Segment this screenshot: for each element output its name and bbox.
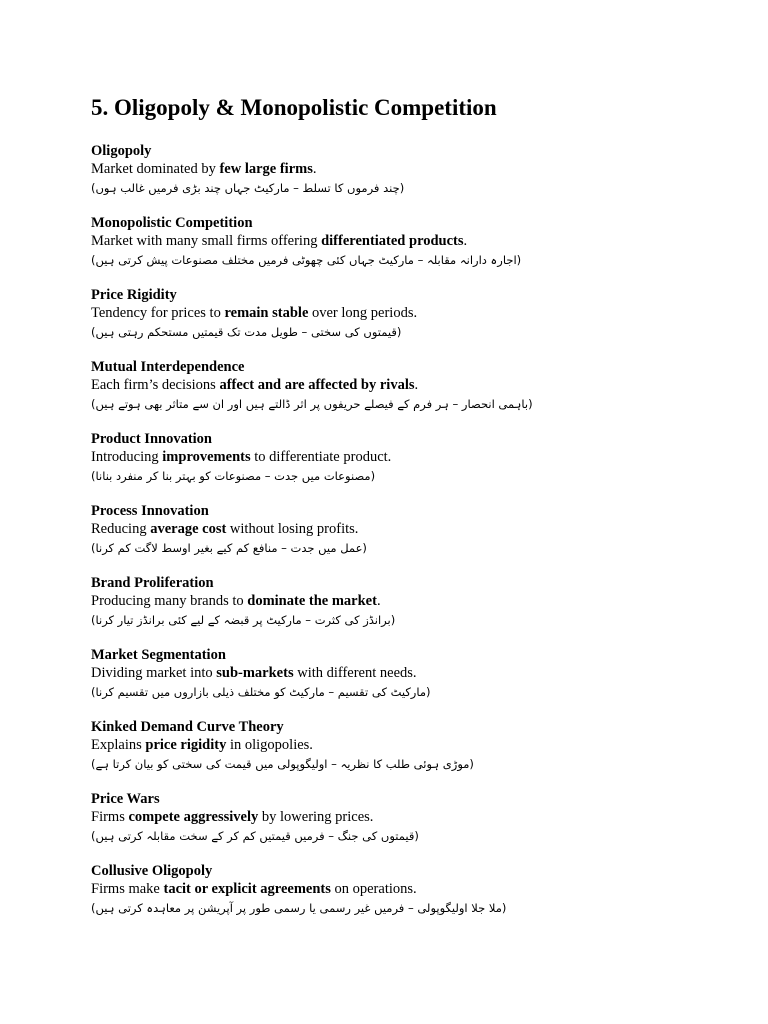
entry-definition xyxy=(91,304,731,322)
definition-text-end: with different needs. xyxy=(293,665,417,681)
entry-definition xyxy=(91,232,731,250)
definition-text-end: on operations. xyxy=(330,881,417,897)
glossary-entry xyxy=(91,574,731,630)
entry-definition xyxy=(91,160,731,178)
entry-spacer xyxy=(91,558,731,574)
urdu-translation: (عمل میں جدت – منافع کم کیے بغیر اوسط لاگت کم کرنا) xyxy=(91,541,367,555)
definition-emphasis: average cost xyxy=(150,521,227,537)
definition-text: Explains xyxy=(91,737,146,753)
glossary-entry xyxy=(91,142,731,198)
urdu-translation: (مارکیٹ کی تقسیم – مارکیٹ کو مختلف ذیلی بازاروں میں تقسیم کرنا) xyxy=(91,685,431,699)
entry-spacer xyxy=(91,702,731,718)
page-title: 5. Oligopoly & Monopolistic Competition xyxy=(91,95,497,120)
entry-definition xyxy=(91,448,731,466)
glossary-entry xyxy=(91,502,731,558)
definition-text-end: . xyxy=(312,161,317,177)
definition-emphasis: sub-markets xyxy=(216,665,294,681)
definition-text: Market dominated by xyxy=(91,161,220,177)
definition-text-end: . xyxy=(463,233,468,249)
entry-spacer xyxy=(91,342,731,358)
entry-term: Process Innovation xyxy=(91,503,209,519)
entry-spacer xyxy=(91,846,731,862)
glossary-entry xyxy=(91,646,731,702)
entry-term: Kinked Demand Curve Theory xyxy=(91,719,284,735)
definition-emphasis: improvements xyxy=(162,449,251,465)
definition-emphasis: few large firms xyxy=(219,161,313,177)
entry-spacer xyxy=(91,630,731,646)
entry-definition xyxy=(91,880,731,898)
glossary-entry xyxy=(91,862,731,918)
definition-text-end: in oligopolies. xyxy=(226,737,313,753)
definition-text-end: by lowering prices. xyxy=(258,809,374,825)
definition-text-end: . xyxy=(414,377,419,393)
definition-text: Tendency for prices to xyxy=(91,305,225,321)
definition-emphasis: price rigidity xyxy=(145,737,227,753)
definition-text-end: . xyxy=(376,593,381,609)
entry-term: Market Segmentation xyxy=(91,647,226,663)
definition-emphasis: remain stable xyxy=(224,305,309,321)
urdu-translation: (اجارہ دارانہ مقابلہ – مارکیٹ جہاں کئی چھوٹی فرمیں مختلف مصنوعات پیش کرتی ہیں) xyxy=(91,253,522,267)
definition-emphasis: compete aggressively xyxy=(128,809,259,825)
entry-list xyxy=(91,142,731,918)
glossary-entry xyxy=(91,358,731,414)
definition-text: Dividing market into xyxy=(91,665,217,681)
entry-spacer xyxy=(91,414,731,430)
entry-definition xyxy=(91,664,731,682)
document-page xyxy=(91,93,731,918)
urdu-translation: (قیمتوں کی سختی – طویل مدت تک قیمتیں مستحکم رہتی ہیں) xyxy=(91,325,402,339)
definition-text: Each firm’s decisions xyxy=(91,377,220,393)
urdu-translation: (مصنوعات میں جدت – مصنوعات کو بہتر بنا کر منفرد بنانا) xyxy=(91,469,376,483)
entry-term: Price Wars xyxy=(91,791,160,807)
definition-text: Market with many small firms offering xyxy=(91,233,322,249)
definition-emphasis: differentiated products xyxy=(321,233,464,249)
urdu-translation: (برانڈز کی کثرت – مارکیٹ پر قبضہ کے لیے کئی برانڈز تیار کرنا) xyxy=(91,613,396,627)
definition-text: Introducing xyxy=(91,449,163,465)
definition-text: Firms xyxy=(91,809,129,825)
entry-spacer xyxy=(91,486,731,502)
entry-definition xyxy=(91,520,731,538)
glossary-entry xyxy=(91,214,731,270)
urdu-translation: (چند فرموں کا تسلط – مارکیٹ جہاں چند بڑی فرمیں غالب ہوں) xyxy=(91,181,405,195)
entry-definition xyxy=(91,808,731,826)
entry-term: Oligopoly xyxy=(91,143,152,159)
definition-text: Producing many brands to xyxy=(91,593,248,609)
definition-text: Firms make xyxy=(91,881,164,897)
entry-definition xyxy=(91,592,731,610)
entry-term: Brand Proliferation xyxy=(91,575,214,591)
definition-text-end: over long periods. xyxy=(308,305,418,321)
definition-emphasis: affect and are affected by rivals xyxy=(219,377,415,393)
definition-text-end: without losing profits. xyxy=(226,521,359,537)
definition-emphasis: dominate the market xyxy=(247,593,377,609)
entry-spacer xyxy=(91,774,731,790)
urdu-translation: (موڑی ہوئی طلب کا نظریہ – اولیگوپولی میں قیمت کی سختی کو بیان کرتا ہے) xyxy=(91,757,474,771)
glossary-entry xyxy=(91,790,731,846)
definition-text: Reducing xyxy=(91,521,151,537)
entry-term: Monopolistic Competition xyxy=(91,215,253,231)
glossary-entry xyxy=(91,430,731,486)
urdu-translation: (ملا جلا اولیگوپولی – فرمیں غیر رسمی یا رسمی طور پر آپریشن پر معاہدہ کرتی ہیں) xyxy=(91,901,507,915)
urdu-translation: (قیمتوں کی جنگ – فرمیں قیمتیں کم کر کے سخت مقابلہ کرتی ہیں) xyxy=(91,829,419,843)
definition-emphasis: tacit or explicit agreements xyxy=(163,881,331,897)
entry-spacer xyxy=(91,270,731,286)
entry-term: Price Rigidity xyxy=(91,287,177,303)
glossary-entry xyxy=(91,286,731,342)
urdu-translation: (باہمی انحصار – ہر فرم کے فیصلے حریفوں پر اثر ڈالتے ہیں اور ان سے متاثر بھی ہوتے ہیں) xyxy=(91,397,533,411)
definition-text-end: to differentiate product. xyxy=(250,449,392,465)
entry-spacer xyxy=(91,198,731,214)
entry-definition xyxy=(91,736,731,754)
entry-term: Mutual Interdependence xyxy=(91,359,245,375)
entry-term: Collusive Oligopoly xyxy=(91,863,213,879)
entry-definition xyxy=(91,376,731,394)
entry-term: Product Innovation xyxy=(91,431,212,447)
glossary-entry xyxy=(91,718,731,774)
